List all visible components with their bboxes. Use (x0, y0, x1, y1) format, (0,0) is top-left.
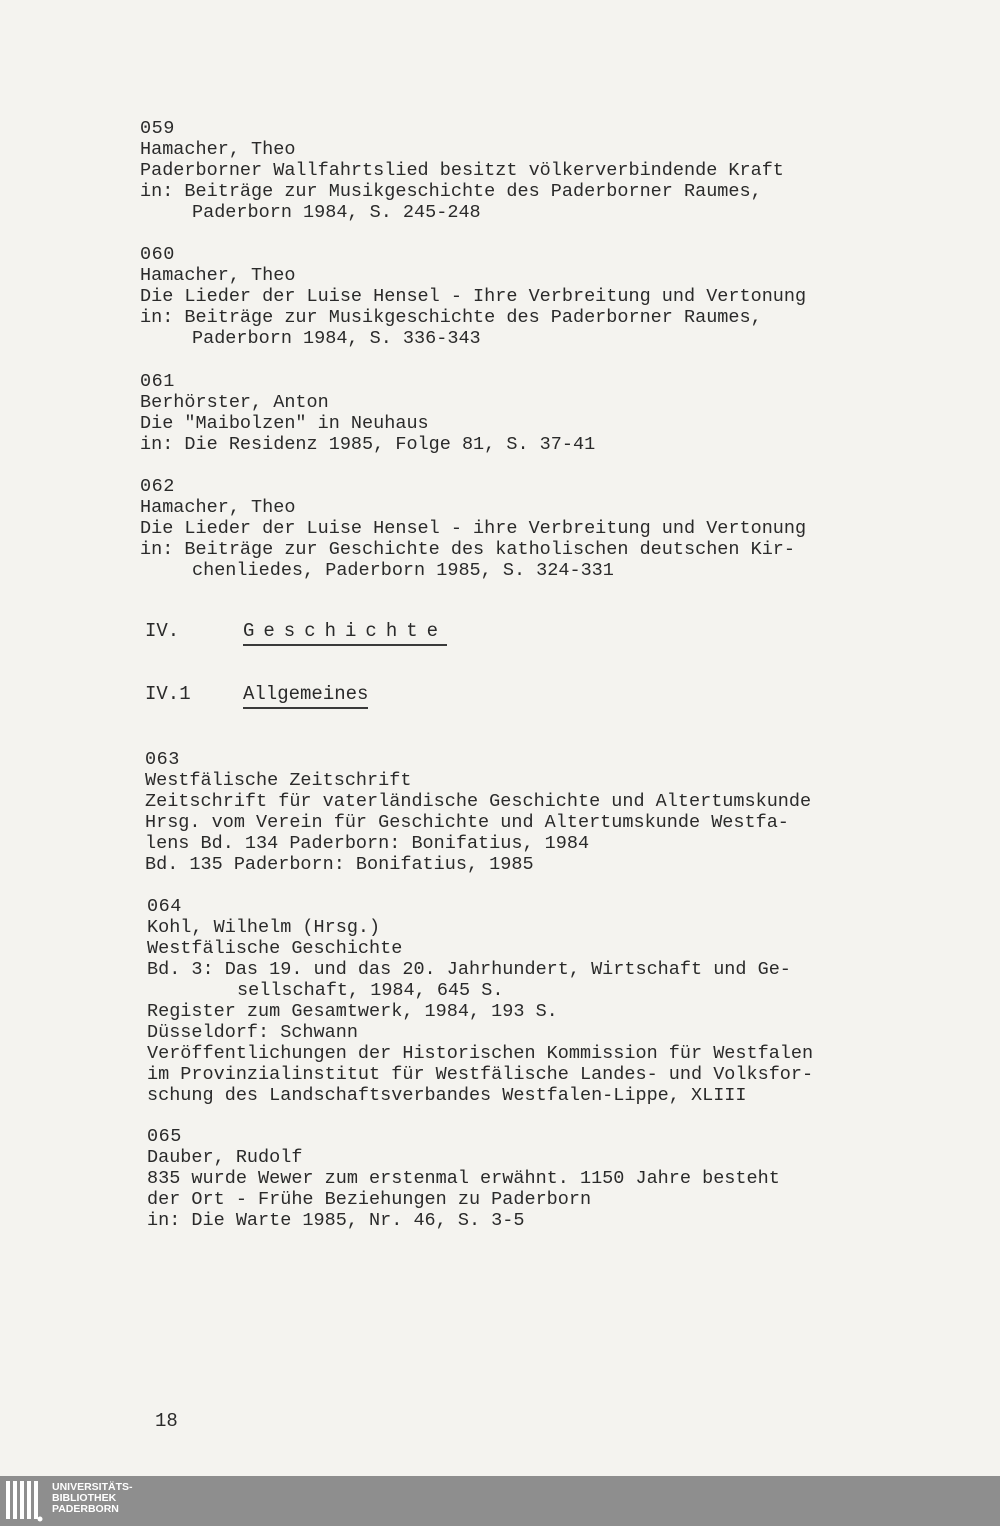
entry-text: Düsseldorf: Schwann (147, 1022, 358, 1043)
entry-061 (140, 371, 920, 455)
library-footer (0, 1476, 1000, 1526)
library-logo-icon (6, 1479, 44, 1523)
entry-text: Bd. 135 Paderborn: Bonifatius, 1985 (145, 854, 534, 875)
entry-text: Register zum Gesamtwerk, 1984, 193 S. (147, 1001, 558, 1022)
entry-source: in: Die Residenz 1985, Folge 81, S. 37-41 (140, 434, 596, 455)
entry-author: Westfälische Zeitschrift (145, 770, 412, 791)
entry-author: Berhörster, Anton (140, 392, 329, 413)
entry-title: 835 wurde Wewer zum erstenmal erwähnt. 1150 Jahre besteht (147, 1168, 780, 1189)
entry-text: lens Bd. 134 Paderborn: Bonifatius, 1984 (145, 833, 590, 854)
entry-source: in: Beiträge zur Geschichte des katholischen deutschen Kir- (140, 539, 796, 560)
library-name (52, 1482, 133, 1515)
subsection-title: Allgemeines (243, 683, 368, 709)
entry-064 (147, 896, 927, 1106)
entry-title: Zeitschrift für vaterländische Geschichte und Altertumskunde (145, 791, 812, 812)
entry-062 (140, 476, 920, 581)
section-title: Geschichte (243, 620, 447, 646)
entry-author: Kohl, Wilhelm (Hrsg.) (147, 917, 381, 938)
entry-text: Hrsg. vom Verein für Geschichte und Altertumskunde Westfa- (145, 812, 789, 833)
subsection-label: IV.1 (145, 683, 191, 705)
entry-number: 060 (140, 244, 175, 265)
entry-source: in: Beiträge zur Musikgeschichte des Paderborner Raumes, (140, 181, 762, 202)
entry-text-cont: sellschaft, 1984, 645 S. (237, 980, 504, 1001)
entry-source: in: Beiträge zur Musikgeschichte des Paderborner Raumes, (140, 307, 762, 328)
entry-063 (145, 749, 925, 875)
entry-number: 064 (147, 896, 182, 917)
entry-title: Paderborner Wallfahrtslied besitzt völkerverbindende Kraft (140, 160, 784, 181)
section-label: IV. (145, 620, 180, 642)
entry-title: Die Lieder der Luise Hensel - ihre Verbreitung und Vertonung (140, 518, 807, 539)
entry-source-cont: Paderborn 1984, S. 336-343 (192, 328, 481, 349)
entry-source-cont: Paderborn 1984, S. 245-248 (192, 202, 481, 223)
entry-060 (140, 244, 920, 349)
entry-author: Dauber, Rudolf (147, 1147, 303, 1168)
entry-title: Die "Maibolzen" in Neuhaus (140, 413, 429, 434)
library-name-line: BIBLIOTHEK (52, 1492, 117, 1504)
entry-number: 062 (140, 476, 175, 497)
entry-source: in: Die Warte 1985, Nr. 46, S. 3-5 (147, 1210, 525, 1231)
entry-text: Veröffentlichungen der Historischen Kommission für Westfalen (147, 1043, 814, 1064)
entry-author: Hamacher, Theo (140, 265, 296, 286)
entry-author: Hamacher, Theo (140, 139, 296, 160)
entry-title: Westfälische Geschichte (147, 938, 403, 959)
entry-text: schung des Landschaftsverbandes Westfalen-Lippe, XLIII (147, 1085, 747, 1106)
entry-number: 059 (140, 118, 175, 139)
entry-source-cont: chenliedes, Paderborn 1985, S. 324-331 (192, 560, 614, 581)
entry-number: 061 (140, 371, 175, 392)
entry-text: der Ort - Frühe Beziehungen zu Paderborn (147, 1189, 592, 1210)
subsection-heading (145, 683, 368, 705)
entry-number: 063 (145, 749, 180, 770)
page-number: 18 (155, 1410, 178, 1432)
library-name-line: UNIVERSITÄTS- (52, 1481, 133, 1493)
entry-author: Hamacher, Theo (140, 497, 296, 518)
entry-065 (147, 1126, 927, 1231)
entry-text: im Provinzialinstitut für Westfälische Landes- und Volksfor- (147, 1064, 814, 1085)
library-name-line: PADERBORN (52, 1503, 119, 1515)
entry-text: Bd. 3: Das 19. und das 20. Jahrhundert, Wirtschaft und Ge- (147, 959, 791, 980)
entry-title: Die Lieder der Luise Hensel - Ihre Verbreitung und Vertonung (140, 286, 807, 307)
entry-059 (140, 118, 920, 223)
section-heading (145, 620, 447, 642)
entry-number: 065 (147, 1126, 182, 1147)
